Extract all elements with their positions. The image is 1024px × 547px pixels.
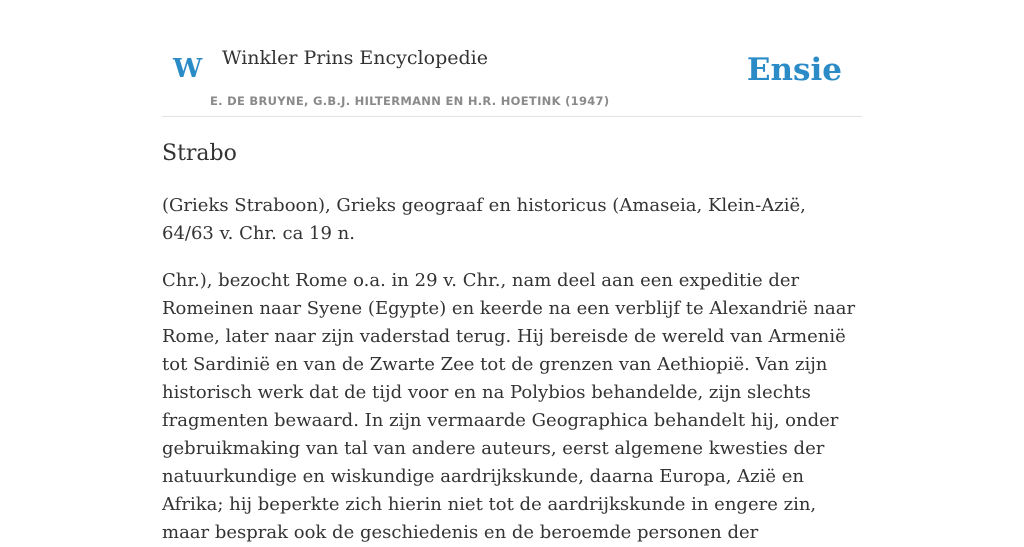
article-title: Strabo [162, 141, 237, 166]
article [162, 136, 862, 547]
source-header [162, 0, 862, 117]
article-paragraph: (Grieks Straboon), Grieks geograaf en historicus (Amaseia, Klein-Azië, 64/63 v. Chr. ca 19 n. [162, 195, 806, 244]
source-logo[interactable]: W [173, 54, 203, 84]
source-title[interactable]: Winkler Prins Encyclopedie [222, 47, 488, 69]
article-paragraph: Chr.), bezocht Rome o.a. in 29 v. Chr., nam deel aan een expeditie der Romeinen naar Syene (Egypte) en keerde na een verblijf te Alexandrië naar Rome, later naar zijn vaderstad terug. Hij bereisde de wereld van Armenië tot Sardinië en van de Zwarte Zee tot de grenzen van Aethiopië. Van zijn historisch werk dat de tijd voor en na Polybios behandelde, zijn slechts fragmenten bewaard. In zijn vermaarde Geographica behandelt hij, onder gebruikmaking van tal van andere auteurs, eerst algemene kwesties der natuurkundige en wiskundige aardrijkskunde, daarna Europa, Azië en Afrika; hij beperkte zich hierin niet tot de aardrijkskunde in engere zin, maar besprak ook de geschiedenis en de beroemde personen der [162, 270, 856, 543]
source-authors: E. DE BRUYNE, G.B.J. HILTERMANN EN H.R. HOETINK (1947) [210, 94, 610, 108]
ensie-logo-link[interactable]: Ensie [746, 52, 842, 88]
